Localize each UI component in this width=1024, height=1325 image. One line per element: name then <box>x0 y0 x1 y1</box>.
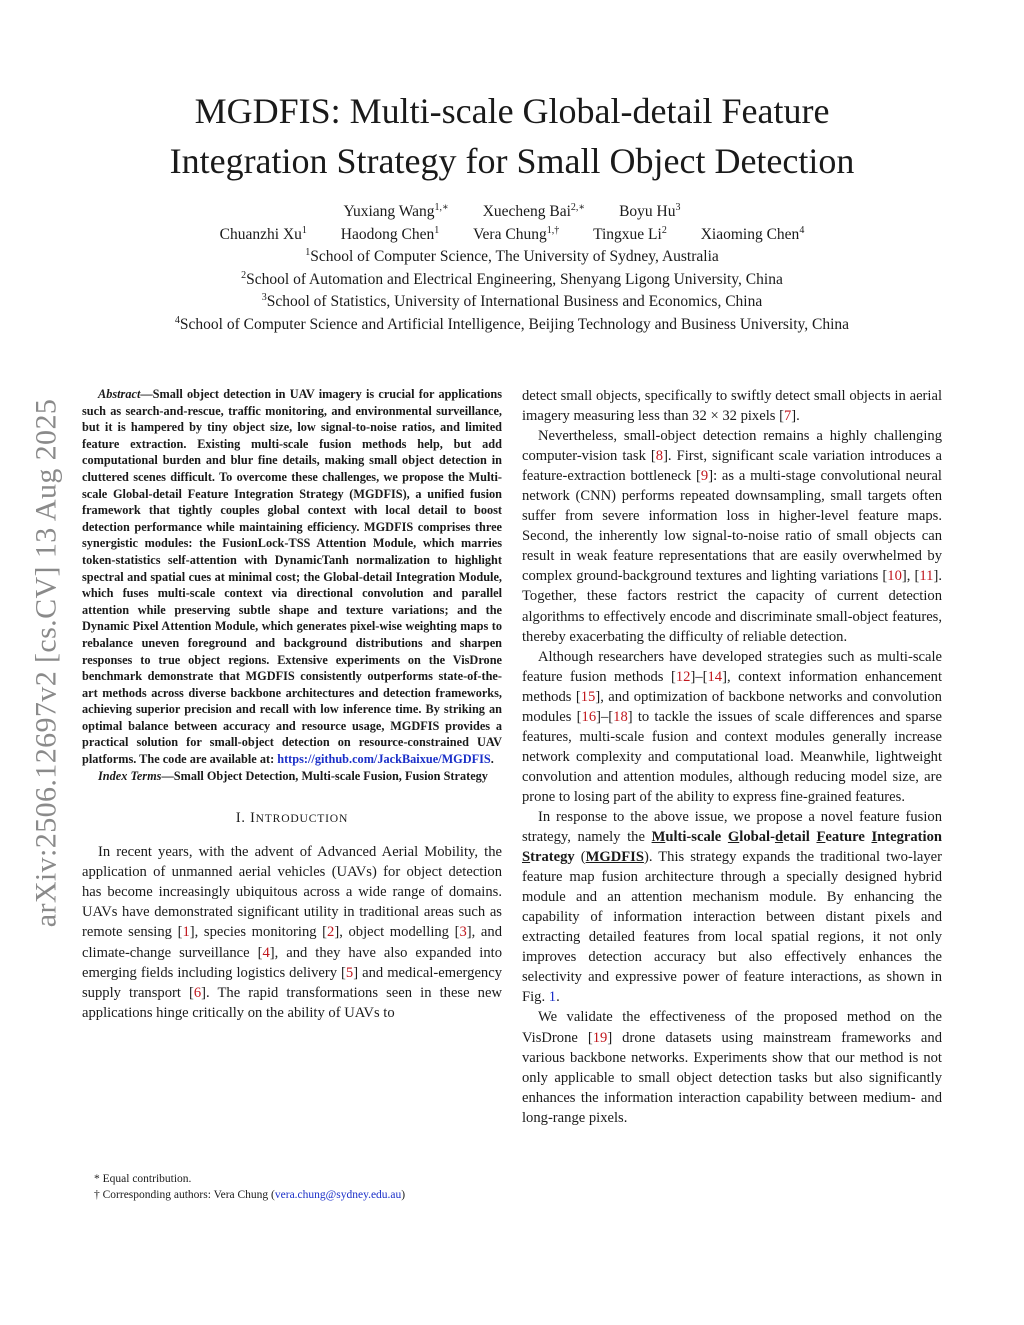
citation-link[interactable]: 12 <box>675 668 691 685</box>
author: Boyu Hu$^3$ <box>619 202 681 220</box>
footnotes <box>82 1172 502 1203</box>
author: Yuxiang Wang$^{1,∗}$ <box>343 202 449 220</box>
citation-link[interactable]: 19 <box>592 1029 608 1046</box>
abstract-label: Abstract <box>98 387 141 401</box>
right-column <box>522 386 942 1128</box>
body-paragraph: In response to the above issue, we propose a novel feature fusion strategy, namely the Multi-scale Global-detail Feature Integration Strategy (MGDFIS). This strategy expands the traditional two-layer feature map fusion architecture through a specially designed hybrid module and an attention mechanism module. By enhancing the capability of information interaction between distant pixels and extracting detailed features from local spatial regions, it not only improves detection accuracy but also effectively enhances the selectivity and expressive power of feature interactions, as shown in Fig. 1. <box>522 808 943 1006</box>
abstract: Abstract—Small object detection in UAV imagery is crucial for applications such as search-and-rescue, traffic monitoring, and environmental surveillance, but it is hampered by tiny object size, low signal-to-noise ratios, and limited feature extraction. Existing multi-scale fusion methods help, but add computational burden and blur fine details, making small object detection in cluttered scenes difficult. To overcome these challenges, we propose the Multi-scale Global-detail Feature Integration Strategy (MGDFIS), a unified fusion framework that tightly couples global context with local detail to boost detection performance while maintaining efficiency. MGDFIS comprises three synergistic modules: the FusionLock-TSS Attention Module, which marries token-statistics self-attention with DynamicTanh normalization to highlight spectral and spatial cues at minimal cost; the Global-detail Integration Module, which fuses multi-scale context via directional convolution and parallel attention while preserving subtle shape and texture variations; and the Dynamic Pixel Attention Module, which generates pixel-wise weighting maps to rebalance uneven foreground and background distributions and sharpen responses to true object regions. Extensive experiments on the VisDrone benchmark demonstrate that MGDFIS consistently outperforms state-of-the-art methods across diverse backbone architectures and detection frameworks, achieving superior precision and recall with low inference time. By striking an optimal balance between accuracy and resource usage, MGDFIS provides a practical solution for small-object detection on resource-constrained UAV platforms. The code are available at: https://github.com/JackBaixue/MGDFIS. <box>82 387 502 767</box>
author: Vera Chung$^{1,\dagger}$ <box>473 224 560 243</box>
footnote-equal-contribution: * Equal contribution. <box>94 1173 192 1185</box>
index-terms: Index Terms—Small Object Detection, Multi-scale Fusion, Fusion Strategy <box>98 768 488 783</box>
body-paragraph: Although researchers have developed strategies such as multi-scale feature fusion methods [12]–[14], context information enhancement methods [15], and optimization of backbone networks and convolution modules [16]–[18] to tackle the issues of scale differences and sparse features, multi-scale fusion and context modules generally increase network complexity and computational load. Meanwhile, lightweight convolution and attention modules, although reducing model size, are prone to losing part of the ability to express fine-grained features. <box>522 648 942 805</box>
figure-link[interactable]: 1 <box>548 989 557 1006</box>
citation-link[interactable]: 4 <box>262 944 270 961</box>
citation-link[interactable]: 8 <box>655 448 664 465</box>
author: Xuecheng Bai$^{2,∗}$ <box>482 202 586 220</box>
citation-link[interactable]: 3 <box>459 924 467 941</box>
author: Xiaoming Chen$^4$ <box>700 224 805 243</box>
citation-link[interactable]: 1 <box>182 924 190 941</box>
method-abbreviation: MGDFIS <box>585 849 644 866</box>
affiliation: $^1$School of Computer Science, The University of Sydney, Australia <box>305 247 719 265</box>
body-paragraph: We validate the effectiveness of the proposed method on the VisDrone [19] drone datasets using mainstream frameworks and various backbone networks. Experiments show that our method is not only applicable to small object detection tasks but also significantly enhances the information interaction capability between medium- and long-range pixels. <box>522 1009 942 1126</box>
citation-link[interactable]: 10 <box>887 568 902 585</box>
paper-title <box>60 86 964 186</box>
email-link[interactable]: vera.chung@sydney.edu.au <box>274 1188 402 1201</box>
citation-link[interactable]: 11 <box>919 568 934 585</box>
left-column <box>82 386 502 1023</box>
method-name: Multi-scale Global-detail Feature Integration Strategy <box>522 829 942 866</box>
author: Chuanzhi Xu$^1$ <box>219 224 307 243</box>
citation-link[interactable]: 7 <box>783 408 792 425</box>
author: Haodong Chen$^1$ <box>340 224 440 243</box>
title-line-1: MGDFIS: Multi-scale Global-detail Feature <box>194 91 830 131</box>
affiliation: $^4$School of Computer Science and Artificial Intelligence, Beijing Technology and Business University, China <box>174 314 850 333</box>
citation-link[interactable]: 18 <box>613 708 628 725</box>
author: Tingxue Li$^2$ <box>593 224 667 243</box>
title-line-2: Integration Strategy for Small Object Detection <box>169 141 855 181</box>
citation-link[interactable]: 6 <box>193 984 202 1001</box>
citation-link[interactable]: 9 <box>700 468 709 485</box>
intro-paragraph: In recent years, with the advent of Advanced Aerial Mobility, the application of unmanned aerial vehicles (UAVs) for object detection has become increasingly ubiquitous across a wide range of domains. UAVs have demonstrated significant utility in traditional areas such as remote sensing [1], species monitoring [2], object modelling [3], and climate-change surveillance [4], and they have also expanded into emerging fields including logistics delivery [5] and medical-emergency supply transport [6]. The rapid transformations seen in these new applications hinge critically on the ability of UAVs to <box>82 844 503 1021</box>
affiliation: $^3$School of Statistics, University of International Business and Economics, China <box>261 292 763 310</box>
author-line-1 <box>60 201 964 224</box>
citation-link[interactable]: 16 <box>581 708 597 725</box>
body-paragraph: Nevertheless, small-object detection remains a highly challenging computer-vision task [8]. First, significant scale variation introduces a feature-extraction bottleneck [9]: as a multi-stage convolutional neural network (CNN) performs repeated downsampling, small targets often suffer from severe information loss in higher-level feature maps. Second, the inherently low signal-to-noise ratio of small objects can result in weak feature representations that are easily overwhelmed by complex ground-background textures and lighting variations [10], [11]. Together, these factors restrict the capacity of current detection algorithms to effectively encode and discriminate small-object features, thereby exacerbating the difficulty of reliable detection. <box>522 428 942 645</box>
code-link[interactable]: https://github.com/JackBaixue/MGDFIS <box>277 752 491 767</box>
index-terms-label: Index Terms <box>98 768 162 783</box>
arxiv-stamp <box>20 365 72 960</box>
section-heading-introduction: I. INTRODUCTION <box>235 810 349 827</box>
author-block <box>60 201 964 336</box>
citation-link[interactable]: 5 <box>345 964 354 981</box>
affiliation: $^2$School of Automation and Electrical Engineering, Shenyang Ligong University, China <box>241 269 783 288</box>
citation-link[interactable]: 2 <box>327 924 335 941</box>
footnote-corresponding-author: † Corresponding authors: Vera Chung (vera.chung@sydney.edu.au) <box>94 1188 406 1201</box>
author-line-2 <box>60 224 964 247</box>
arxiv-id: arXiv:2506.12697v2 [cs.CV] 13 Aug 2025 <box>29 398 62 927</box>
citation-link[interactable]: 14 <box>707 668 723 685</box>
citation-link[interactable]: 15 <box>580 688 596 705</box>
body-paragraph: detect small objects, specifically to swiftly detect small objects in aerial imagery measuring less than 32 × 32 pixels [7]. <box>522 388 942 425</box>
